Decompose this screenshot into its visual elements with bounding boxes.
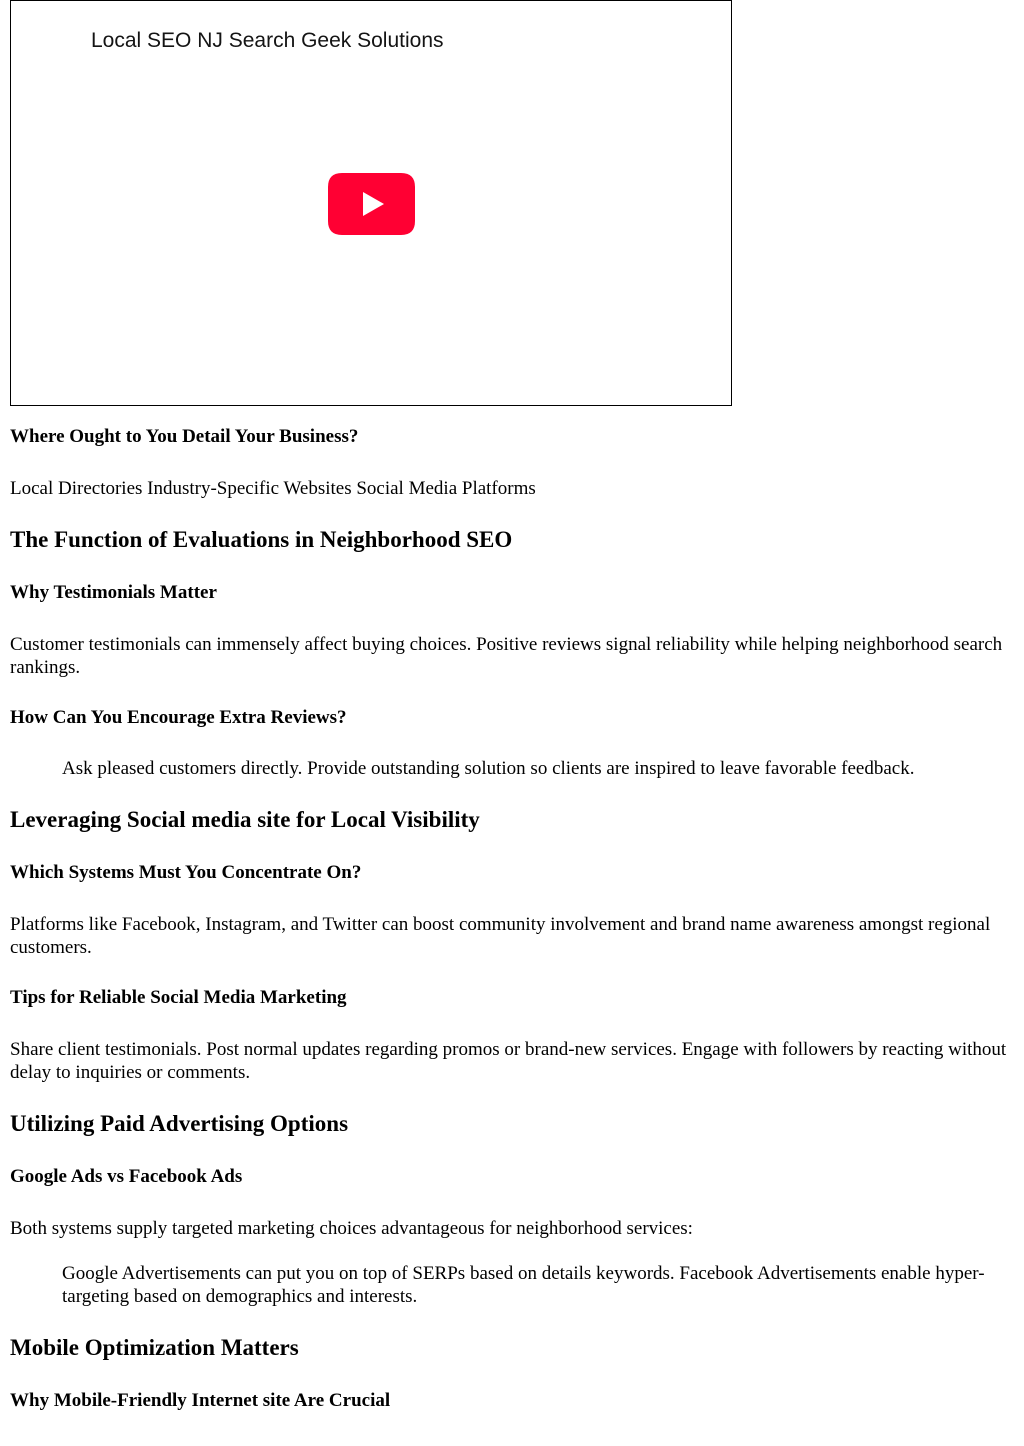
play-button[interactable]: [328, 173, 415, 235]
paid-ads-heading: Google Ads vs Facebook Ads: [10, 1166, 243, 1187]
social-tips-text: Share client testimonials. Post normal updates regarding promos or brand-new services. Engage with followers by reacting without delay to inquiries or comments.: [10, 1039, 1007, 1083]
article-content: [10, 426, 1010, 1412]
social-systems-heading: Which Systems Must You Concentrate On?: [10, 862, 362, 883]
paid-ads-text: Both systems supply targeted marketing choices advantageous for neighborhood services:: [10, 1218, 693, 1239]
paid-ads-quote: Google Advertisements can put you on top of SERPs based on details keywords. Facebook Advertisements enable hyper-targeting based on demographics and interests.: [62, 1263, 985, 1307]
listing-heading: Where Ought to You Detail Your Business?: [10, 426, 359, 447]
social-heading: Leveraging Social media site for Local Visibility: [10, 807, 480, 832]
video-embed[interactable]: [10, 0, 732, 406]
reviews-why-heading: Why Testimonials Matter: [10, 582, 217, 603]
paid-heading: Utilizing Paid Advertising Options: [10, 1111, 349, 1136]
video-title[interactable]: Local SEO NJ Search Geek Solutions: [91, 29, 444, 52]
social-systems-text: Platforms like Facebook, Instagram, and Twitter can boost community involvement and brand name awareness amongst regional customers.: [10, 914, 991, 958]
mobile-why-heading: Why Mobile-Friendly Internet site Are Crucial: [10, 1390, 391, 1411]
reviews-why-text: Customer testimonials can immensely affect buying choices. Positive reviews signal reliability while helping neighborhood search rankings.: [10, 634, 1003, 678]
mobile-heading: Mobile Optimization Matters: [10, 1335, 299, 1360]
social-tips-heading: Tips for Reliable Social Media Marketing: [10, 987, 347, 1008]
reviews-encourage-heading: How Can You Encourage Extra Reviews?: [10, 707, 347, 728]
listing-text: Local Directories Industry-Specific Websites Social Media Platforms: [10, 478, 536, 499]
reviews-heading: The Function of Evaluations in Neighborhood SEO: [10, 527, 513, 552]
play-icon: [328, 173, 415, 235]
reviews-encourage-quote: Ask pleased customers directly. Provide outstanding solution so clients are inspired to leave favorable feedback.: [62, 758, 915, 779]
